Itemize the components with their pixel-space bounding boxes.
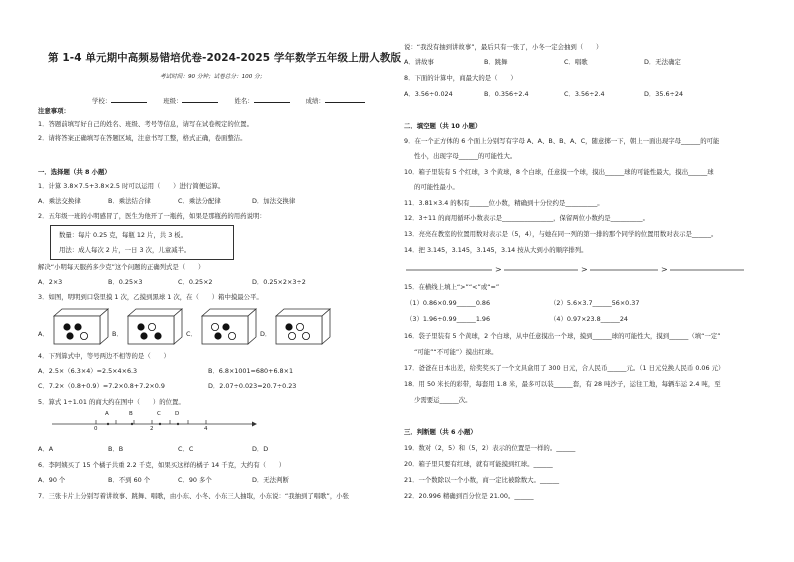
- box-a[interactable]: [50, 306, 110, 349]
- medicine-dosage: 数量：每片 0.25 克，每瓶 12 片，共 3 板。: [59, 231, 188, 239]
- school-label: 学校：: [92, 97, 112, 105]
- name-field[interactable]: [254, 96, 290, 103]
- question-21: 21．一个数除以一个小数，商一定比被除数大。______: [404, 476, 560, 484]
- note-1: 1．答题前填写好自己的姓名、班级、考号等信息，请写在试卷规定的位置。: [38, 120, 253, 128]
- option[interactable]: A．90 个: [38, 476, 66, 484]
- question-19: 19．数对（2，5）和（5，2）表示的位置是一样的。______: [404, 444, 576, 452]
- question-15-4[interactable]: （4）0.97×23.8______24: [550, 315, 628, 323]
- question-10: 10．箱子里装有 5 个红球，3 个黄球，8 个白球，任意摸一个球，摸出______球的可能性最大，摸出______球: [404, 168, 714, 176]
- question-6-options: [38, 476, 289, 485]
- option[interactable]: A．A: [38, 445, 54, 453]
- info-fields: [92, 96, 379, 105]
- option[interactable]: C．C: [178, 445, 194, 453]
- question-17: 17．爸爸在日本出差，给奖奖买了一个文具盒用了 300 日元，合人民币______元。（1 日元兑换人民币 0.06 元）: [404, 364, 725, 372]
- question-10-cont: 的可能性最小。: [414, 183, 459, 191]
- option[interactable]: D．无法判断: [252, 476, 289, 484]
- question-4: 4．下列算式中，等号两边不相等的是（ ）: [38, 352, 170, 360]
- question-16: 16．袋子里装有 5 个黄球，2 个白球，从中任意摸出一个球，摸到______球的可能性大，摸到______（填“一定”: [404, 332, 721, 340]
- option[interactable]: A．讲故事: [404, 58, 434, 66]
- option[interactable]: A．3.56÷0.024: [404, 90, 453, 98]
- box-a-label: A．: [38, 330, 49, 338]
- section-judge-heading: 三．判断题（共 6 小题）: [404, 428, 477, 436]
- option[interactable]: D．加法交换律: [252, 197, 296, 205]
- option[interactable]: D．0.25×2×3÷2: [252, 278, 306, 286]
- page-title: 第 1-4 单元期中高频易错培优卷-2024-2025 学年数学五年级上册人教版: [48, 52, 402, 64]
- tick-label: 4: [204, 426, 208, 432]
- class-field[interactable]: [182, 96, 218, 103]
- number-line: [48, 410, 258, 439]
- question-22: 22．20.996 精确到百分位是 21.00。______: [404, 492, 534, 500]
- section-fill-heading: 二．填空题（共 10 小题）: [404, 122, 482, 130]
- score-label: 成绩：: [305, 97, 325, 105]
- tick-label: 0: [94, 426, 98, 432]
- question-1-options: [38, 197, 295, 206]
- notes-heading: 注意事项：: [38, 107, 70, 115]
- tick-label: 2: [150, 426, 154, 432]
- question-15-1[interactable]: （1）0.86×0.99______0.86: [406, 299, 491, 307]
- question-11: 11．3.81×3.4 的积有______位小数，精确到十分位约是__________。: [404, 199, 604, 207]
- option[interactable]: C．乘法分配律: [178, 197, 221, 205]
- medicine-label-box: [50, 225, 234, 260]
- name-label: 姓名：: [234, 97, 254, 105]
- medicine-usage: 用法：成人每次 2 片，一日 3 次，儿童减半。: [59, 246, 191, 254]
- option[interactable]: D．35.6÷24: [644, 90, 684, 98]
- note-2: 2．请将答案正确填写在答题区域，注意书写工整，格式正确，卷面整洁。: [38, 134, 247, 142]
- question-15: 15．在横线上填上“>”“<”或“=”: [404, 283, 500, 291]
- question-2: 2．五年级一班的小明感冒了，医生为他开了一瓶药，如果是那瓶药的用药说明：: [38, 212, 266, 220]
- box-c-label: C．: [186, 330, 197, 338]
- question-1: 1．计算 3.8×7.5+3.8×2.5 时可以运用（ ）进行简便运算。: [38, 182, 225, 190]
- box-d-label: D．: [260, 330, 272, 338]
- question-16-cont: “可能”“不可能”）摸出红球。: [414, 348, 498, 356]
- svg-text:>: >: [581, 265, 588, 274]
- class-label: 班级：: [163, 97, 183, 105]
- option[interactable]: C．唱歌: [564, 58, 588, 66]
- exam-meta: 考试时间：90 分钟；试卷总分：100 分；: [160, 74, 266, 80]
- option[interactable]: A．2×3: [38, 278, 63, 286]
- box-b-label: B．: [112, 330, 123, 338]
- option[interactable]: B．不到 60 个: [108, 476, 151, 484]
- question-9-cont: 性小，出现字母______的可能性大。: [414, 152, 517, 160]
- option[interactable]: B．0.356÷2.4: [484, 90, 529, 98]
- question-20: 20．箱子里只要有红球，就有可能摸到红球。______: [404, 460, 553, 468]
- option[interactable]: C．7.2×（0.8+0.9）=7.2×0.8+7.2×0.9: [38, 382, 165, 390]
- option[interactable]: D．2.07÷0.023=20.7÷0.23: [208, 382, 297, 390]
- box-d[interactable]: [272, 306, 332, 349]
- ordering-blanks[interactable]: [404, 260, 749, 277]
- question-14: 14．把 3.145，3.145，3.145，3.14 按从大到小的顺序排列。: [404, 246, 588, 254]
- point-c-label: C: [157, 411, 161, 417]
- option[interactable]: B．B: [108, 445, 124, 453]
- question-13: 13．亮亮在教室的位置用数对表示是（5，4），与她在同一列的第一排的那个同学的位置用数对表示是______。: [404, 230, 718, 238]
- box-c[interactable]: [198, 306, 258, 349]
- section-choice-heading: 一．选择题（共 8 小题）: [38, 168, 111, 176]
- question-8-options: [404, 90, 683, 99]
- option[interactable]: B．0.25×3: [108, 278, 143, 286]
- option[interactable]: D．无法确定: [644, 58, 681, 66]
- question-8: 8．下面的计算中，商最大的是（ ）: [404, 74, 517, 82]
- question-2-ask: 解决“小明每天服药多少克”这个问题的正确列式是（ ）: [38, 263, 205, 271]
- question-15-3[interactable]: （3）1.96÷0.99______1.96: [406, 315, 491, 323]
- question-7: 7．三张卡片上分别写着讲故事、跳舞、唱歌，由小东、小冬、小东三人抽取，小东说：“我抽到了唱歌”，小张: [38, 492, 350, 500]
- option[interactable]: B．乘法结合律: [108, 197, 151, 205]
- option[interactable]: C．90 多个: [178, 476, 212, 484]
- option[interactable]: B．6.8×1001=680+6.8×1: [208, 367, 294, 375]
- option[interactable]: B．跳舞: [484, 58, 508, 66]
- point-b-label: B: [129, 411, 133, 417]
- question-5: 5．算式 1÷1.01 的商大约在图中（ ）的位置。: [38, 398, 185, 406]
- point-a-label: A: [105, 411, 109, 417]
- box-b[interactable]: [124, 306, 184, 349]
- option[interactable]: C．3.56÷2.4: [564, 90, 605, 98]
- question-9: 9．在一个正方体的 6 个面上分别写有字母 A、A、B、B、A、C，随意掷一下，朝上一面出现字母______的可能: [404, 137, 720, 145]
- point-d-label: D: [175, 411, 180, 417]
- option[interactable]: A．乘法交换律: [38, 197, 81, 205]
- option[interactable]: D．D: [252, 445, 269, 453]
- option[interactable]: A．2.5×（6.3×4）=2.5×4×6.3: [38, 367, 138, 375]
- svg-text:>: >: [495, 265, 502, 274]
- question-2-options: [38, 278, 306, 287]
- question-7-options: [404, 58, 681, 67]
- question-6: 6．李阿姨买了 15 个橘子共重 2.2 千克，如果买这样的橘子 14 千克，大约有（ ）: [38, 461, 286, 469]
- question-5-options: [38, 445, 268, 454]
- question-15-2[interactable]: （2）5.6×3.7______56×0.37: [550, 299, 640, 307]
- question-18: 18．用 50 米长的彩带，每套用 1.8 米，最多可以装______套，有 28 吨沙子，运往工地，每辆车运 2.4 吨，至: [404, 380, 721, 388]
- question-7-cont: 说：“我没有抽到讲故事”，最后只有一张了，小冬一定会抽到（ ）: [404, 43, 603, 51]
- school-field[interactable]: [111, 96, 147, 103]
- question-12: 12．3÷11 的商用循环小数表示是________________，保留两位小数约是__________。: [404, 214, 649, 222]
- svg-text:>: >: [661, 265, 668, 274]
- score-field[interactable]: [325, 96, 365, 103]
- question-3: 3．如图，明明到口袋里摸 1 次，乙摸到黑球 1 次，在（ ）箱中摸最公平。: [38, 293, 263, 301]
- option[interactable]: C．0.25×2: [178, 278, 213, 286]
- question-18-cont: 少需要运______次。: [414, 396, 472, 404]
